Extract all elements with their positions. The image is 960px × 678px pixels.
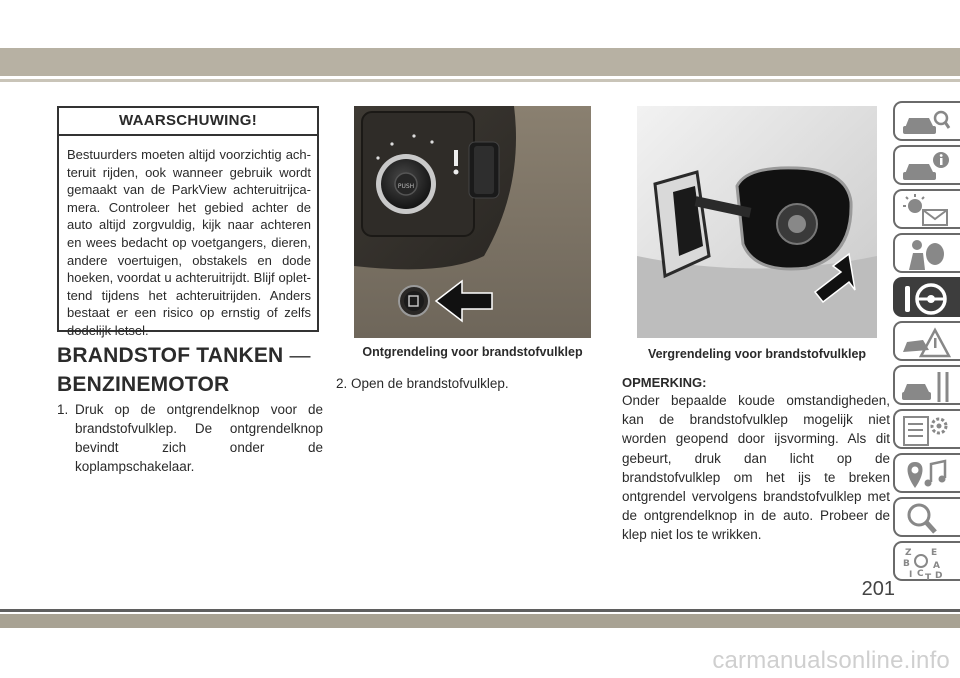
warning-light-mail-icon xyxy=(901,194,951,228)
search-magnifier-icon xyxy=(901,502,951,536)
tab-warning-lights[interactable] xyxy=(893,189,960,229)
index-letter: D xyxy=(935,571,943,580)
tab-car-info[interactable] xyxy=(893,145,960,185)
tab-specifications[interactable] xyxy=(893,409,960,449)
step-2 xyxy=(336,374,606,393)
index-letter: A xyxy=(933,561,940,571)
warning-text: Bestuurders moeten altijd voorzichtig achteruit rijden, ook wanneer gebruik wordt gemaakt van de ParkView achteruitrijcamera. Controleer het gebied achter de auto altijd zorgvuldig, kijk naar achteren en wees bedacht op voetgangers, dieren, andere voertuigen, obstakels en dode hoeken, voordat u achteruitrijdt. Blijf oplettend tijdens het achteruitrijden. Anders bestaat er een risico op ernstig of zelfs dodelijk letsel. xyxy=(67,147,311,338)
tab-search[interactable] xyxy=(893,497,960,537)
tab-car-search[interactable] xyxy=(893,101,960,141)
tab-multimedia[interactable] xyxy=(893,453,960,493)
header-rule xyxy=(0,79,960,82)
index-letter: T xyxy=(925,573,932,580)
tab-starting-driving[interactable] xyxy=(893,277,960,317)
note-text: Onder bepaalde koude omstandigheden, kan de brandstofvulklep mogelijk niet worden geopend door ijsvorming. Als dit gebeurt, druk dan licht op de brandstofvulklep om het ijs te breken ontgrendel vervolgens brandstofvulklep met de ontgrendelknop in de auto. Probeer de klep niet los te wrikken. xyxy=(622,393,890,543)
car-maintenance-tools-icon xyxy=(901,370,951,404)
index-letter: B xyxy=(903,559,910,569)
figure-1-caption: Ontgrendeling voor brandstofvulklep xyxy=(362,345,583,359)
steering-wheel-key-icon xyxy=(901,282,951,316)
footer-band xyxy=(0,614,960,628)
push-label: PUSH xyxy=(397,183,415,190)
step-1 xyxy=(57,400,323,476)
alphabet-index-icon xyxy=(901,546,951,580)
heading-line2: BENZINEMOTOR xyxy=(57,373,230,396)
step-text: Druk op de ontgrendelknop voor de brandstofvulklep. De ontgrendelknop bevindt zich onder de koplampschakelaar. xyxy=(75,402,323,474)
car-info-icon xyxy=(901,150,951,184)
tab-emergency[interactable] xyxy=(893,321,960,361)
index-letter: I xyxy=(909,570,913,580)
page-number: 201 xyxy=(861,578,895,600)
step-text: Open de brandstofvulklep. xyxy=(351,376,509,391)
car-crash-warning-icon xyxy=(901,326,951,360)
watermark: carmanualsonline.info xyxy=(712,647,950,674)
index-letter: C xyxy=(917,569,924,579)
figure-2-caption: Vergrendeling voor brandstofvulklep xyxy=(647,347,867,361)
fuel-door-release-photo xyxy=(354,106,591,338)
warning-box xyxy=(57,106,319,338)
specifications-list-gear-icon xyxy=(901,414,951,448)
tab-safety[interactable] xyxy=(893,233,960,273)
footer-rule xyxy=(0,609,960,612)
airbag-person-icon xyxy=(901,238,951,272)
index-letter: Z xyxy=(905,548,912,558)
index-letter: E xyxy=(931,548,938,558)
step-number: 1. xyxy=(57,402,69,417)
warning-title: WAARSCHUWING! xyxy=(59,108,317,136)
header-band xyxy=(0,48,960,76)
section-heading xyxy=(57,341,327,399)
fuel-door-lock-photo xyxy=(637,106,877,338)
heading-dash: — xyxy=(289,344,311,367)
note-title: OPMERKING: xyxy=(622,375,707,390)
step-number: 2. xyxy=(336,376,348,391)
tab-maintenance[interactable] xyxy=(893,365,960,405)
multimedia-music-location-icon xyxy=(901,458,951,492)
tab-index[interactable] xyxy=(893,541,960,581)
car-search-icon xyxy=(901,106,951,140)
heading-main: BRANDSTOF TANKEN xyxy=(57,344,284,367)
